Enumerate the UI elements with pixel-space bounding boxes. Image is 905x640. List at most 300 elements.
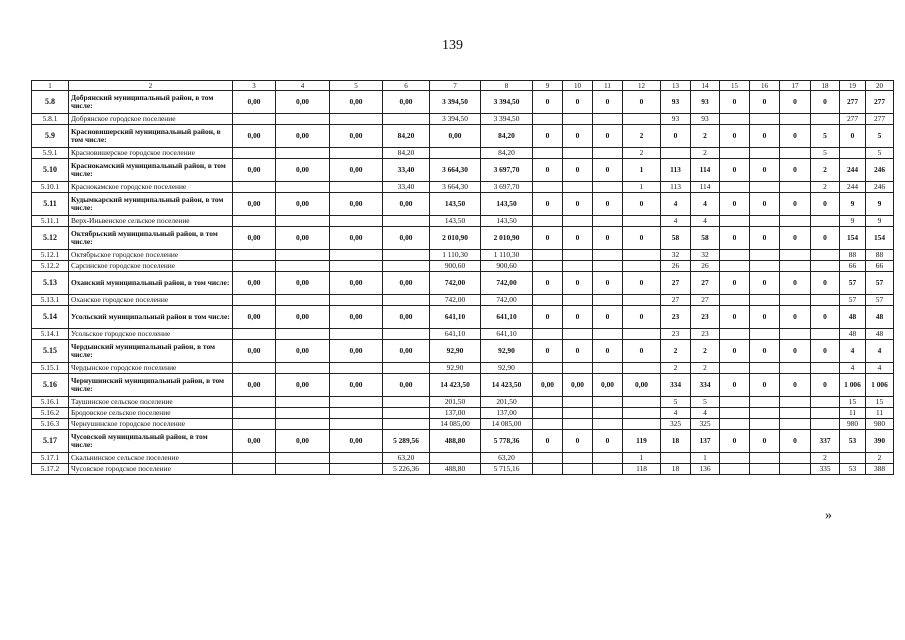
table-cell: 0 <box>593 306 623 329</box>
table-cell: 0 <box>720 306 750 329</box>
table-cell <box>593 216 623 227</box>
table-cell: 4 <box>840 363 866 374</box>
table-cell <box>533 182 563 193</box>
table-cell: 4 <box>661 408 691 419</box>
table-cell: 0 <box>623 227 661 250</box>
row-code: 5.12.2 <box>32 261 69 272</box>
table-cell: 0 <box>720 340 750 363</box>
table-cell: 0 <box>780 159 811 182</box>
table-cell: 14 423,50 <box>481 374 533 397</box>
table-cell <box>593 408 623 419</box>
table-cell: 63,20 <box>481 453 533 464</box>
table-cell: 58 <box>661 227 691 250</box>
table-cell: 1 110,30 <box>430 250 481 261</box>
table-cell: 0 <box>563 159 593 182</box>
column-header: 19 <box>840 81 866 91</box>
row-name: Чердынский муниципальный район, в том числе: <box>69 340 233 363</box>
table-cell: 58 <box>691 227 720 250</box>
row-name: Чердынское городское поселение <box>69 363 233 374</box>
table-cell <box>330 295 383 306</box>
table-cell <box>811 408 840 419</box>
table-cell: 143,50 <box>481 193 533 216</box>
table-cell <box>623 329 661 340</box>
table-cell: 1 <box>691 453 720 464</box>
table-cell <box>623 216 661 227</box>
row-code: 5.14 <box>32 306 69 329</box>
table-cell: 0 <box>563 227 593 250</box>
table-cell <box>780 363 811 374</box>
table-cell <box>720 397 750 408</box>
column-header: 1 <box>32 81 69 91</box>
table-cell <box>233 114 276 125</box>
table-cell <box>780 216 811 227</box>
table-cell: 66 <box>866 261 894 272</box>
row-name: Краснокамское городское поселение <box>69 182 233 193</box>
table-cell: 88 <box>866 250 894 261</box>
row-name: Скальнинское сельское поселение <box>69 453 233 464</box>
table-cell: 0 <box>563 125 593 148</box>
settlement-row <box>32 464 894 475</box>
table-cell: 93 <box>661 114 691 125</box>
table-cell <box>276 453 330 464</box>
table-cell <box>276 295 330 306</box>
table-cell <box>563 397 593 408</box>
table-cell <box>383 397 430 408</box>
data-table <box>31 80 894 475</box>
table-cell <box>563 182 593 193</box>
table-cell: 5 715,16 <box>481 464 533 475</box>
table-cell <box>750 329 780 340</box>
table-cell: 0 <box>593 125 623 148</box>
table-cell: 742,00 <box>481 272 533 295</box>
table-cell <box>533 114 563 125</box>
table-cell: 0,00 <box>276 430 330 453</box>
table-cell: 3 697,70 <box>481 159 533 182</box>
table-cell: 2 <box>866 453 894 464</box>
table-cell: 48 <box>840 306 866 329</box>
table-cell: 0,00 <box>233 272 276 295</box>
table-cell: 0,00 <box>276 340 330 363</box>
table-cell: 0 <box>720 125 750 148</box>
table-cell: 0 <box>593 272 623 295</box>
district-total-row <box>32 193 894 216</box>
table-cell: 742,00 <box>430 295 481 306</box>
table-cell: 1 <box>623 159 661 182</box>
settlement-row <box>32 182 894 193</box>
continuation-mark: » <box>825 508 832 523</box>
row-code: 5.12.1 <box>32 250 69 261</box>
table-cell: 92,90 <box>481 363 533 374</box>
table-cell <box>330 397 383 408</box>
table-cell <box>276 419 330 430</box>
table-cell: 114 <box>691 182 720 193</box>
table-cell <box>720 114 750 125</box>
table-cell: 5 226,36 <box>383 464 430 475</box>
table-cell <box>593 397 623 408</box>
row-name: Кудымкарский муниципальный район, в том числе: <box>69 193 233 216</box>
table-cell <box>276 250 330 261</box>
table-cell <box>780 261 811 272</box>
table-cell: 0,00 <box>623 374 661 397</box>
table-cell: 0 <box>563 430 593 453</box>
table-cell: 0,00 <box>233 227 276 250</box>
table-cell <box>593 329 623 340</box>
table-cell: 84,20 <box>481 148 533 159</box>
table-cell <box>623 408 661 419</box>
row-code: 5.15 <box>32 340 69 363</box>
column-header: 17 <box>780 81 811 91</box>
table-cell <box>593 114 623 125</box>
row-name: Октябрьский муниципальный район, в том числе: <box>69 227 233 250</box>
column-header: 6 <box>383 81 430 91</box>
table-cell: 0 <box>563 193 593 216</box>
table-cell: 0 <box>623 193 661 216</box>
table-cell: 27 <box>691 295 720 306</box>
table-cell <box>593 363 623 374</box>
table-cell: 390 <box>866 430 894 453</box>
table-cell: 0 <box>593 430 623 453</box>
table-cell: 5 778,36 <box>481 430 533 453</box>
table-cell: 0 <box>811 272 840 295</box>
table-cell: 27 <box>691 272 720 295</box>
table-cell: 0,00 <box>276 91 330 114</box>
table-cell <box>383 408 430 419</box>
column-header: 8 <box>481 81 533 91</box>
table-cell: 4 <box>866 363 894 374</box>
table-cell: 0 <box>720 227 750 250</box>
column-header: 20 <box>866 81 894 91</box>
table-cell: 137,00 <box>430 408 481 419</box>
table-cell: 0,00 <box>533 374 563 397</box>
table-cell: 57 <box>866 272 894 295</box>
table-cell <box>811 114 840 125</box>
table-cell: 0,00 <box>233 306 276 329</box>
table-cell <box>383 250 430 261</box>
column-header: 13 <box>661 81 691 91</box>
table-cell: 2 <box>811 182 840 193</box>
row-code: 5.16.3 <box>32 419 69 430</box>
row-name: Верх-Иньвенское сельское поселение <box>69 216 233 227</box>
table-cell: 0,00 <box>276 227 330 250</box>
column-header: 11 <box>593 81 623 91</box>
table-cell: 143,50 <box>481 216 533 227</box>
table-cell <box>720 216 750 227</box>
table-cell: 201,50 <box>430 397 481 408</box>
table-cell: 2 <box>623 125 661 148</box>
table-cell <box>750 464 780 475</box>
table-cell: 0,00 <box>330 91 383 114</box>
table-cell: 641,10 <box>481 329 533 340</box>
table-cell: 0,00 <box>383 193 430 216</box>
table-cell <box>330 182 383 193</box>
column-header: 14 <box>691 81 720 91</box>
table-cell: 0 <box>593 340 623 363</box>
table-cell <box>593 261 623 272</box>
district-total-row <box>32 374 894 397</box>
table-cell: 337 <box>811 430 840 453</box>
district-total-row <box>32 125 894 148</box>
table-cell <box>720 408 750 419</box>
table-cell: 0,00 <box>383 91 430 114</box>
table-cell <box>780 295 811 306</box>
table-cell: 0 <box>563 340 593 363</box>
table-cell: 0 <box>720 430 750 453</box>
table-cell <box>720 295 750 306</box>
column-header: 3 <box>233 81 276 91</box>
row-name: Оханское городское поселение <box>69 295 233 306</box>
table-cell: 0 <box>780 272 811 295</box>
table-cell <box>623 295 661 306</box>
row-name: Сарсинское городское поселение <box>69 261 233 272</box>
table-cell: 143,50 <box>430 193 481 216</box>
table-cell <box>750 453 780 464</box>
table-cell: 334 <box>691 374 720 397</box>
table-cell <box>780 148 811 159</box>
table-cell <box>533 329 563 340</box>
table-cell <box>780 419 811 430</box>
table-cell: 277 <box>840 114 866 125</box>
row-name: Чернушинское городское поселение <box>69 419 233 430</box>
table-cell: 11 <box>840 408 866 419</box>
table-cell: 246 <box>866 159 894 182</box>
table-cell <box>720 453 750 464</box>
table-cell: 0 <box>593 193 623 216</box>
row-name: Таушинское сельское поселение <box>69 397 233 408</box>
table-cell: 0,00 <box>330 272 383 295</box>
table-cell <box>233 453 276 464</box>
row-name: Красновишерское городское поселение <box>69 148 233 159</box>
table-cell: 641,10 <box>430 329 481 340</box>
table-cell: 113 <box>661 159 691 182</box>
table-cell <box>533 250 563 261</box>
table-cell <box>563 419 593 430</box>
table-cell <box>383 295 430 306</box>
table-cell: 93 <box>691 91 720 114</box>
table-cell: 11 <box>866 408 894 419</box>
table-cell <box>276 182 330 193</box>
table-cell: 0 <box>780 91 811 114</box>
table-cell: 742,00 <box>430 272 481 295</box>
table-cell <box>811 329 840 340</box>
table-cell: 9 <box>866 216 894 227</box>
table-cell <box>533 397 563 408</box>
table-cell <box>430 453 481 464</box>
table-cell: 0,00 <box>383 227 430 250</box>
row-code: 5.14.1 <box>32 329 69 340</box>
table-cell: 0,00 <box>330 125 383 148</box>
table-cell <box>276 216 330 227</box>
table-cell: 1 <box>623 182 661 193</box>
table-cell <box>563 329 593 340</box>
table-cell: 980 <box>840 419 866 430</box>
table-cell <box>750 363 780 374</box>
table-cell: 0 <box>750 430 780 453</box>
table-cell: 0 <box>811 227 840 250</box>
table-cell: 0 <box>533 125 563 148</box>
table-cell: 0 <box>563 272 593 295</box>
table-cell: 1 <box>623 453 661 464</box>
table-cell: 0 <box>811 306 840 329</box>
table-cell: 0,00 <box>330 159 383 182</box>
table-cell: 0,00 <box>276 125 330 148</box>
row-code: 5.9.1 <box>32 148 69 159</box>
table-cell: 2 010,90 <box>430 227 481 250</box>
table-cell: 154 <box>866 227 894 250</box>
district-total-row <box>32 227 894 250</box>
table-cell: 4 <box>691 216 720 227</box>
table-cell: 84,20 <box>383 148 430 159</box>
column-header: 5 <box>330 81 383 91</box>
district-total-row <box>32 340 894 363</box>
table-cell: 0 <box>563 306 593 329</box>
table-cell: 0,00 <box>330 340 383 363</box>
row-code: 5.16.1 <box>32 397 69 408</box>
table-cell <box>563 453 593 464</box>
column-header: 18 <box>811 81 840 91</box>
table-cell <box>623 261 661 272</box>
table-cell <box>811 250 840 261</box>
table-cell: 0 <box>533 159 563 182</box>
table-cell <box>720 464 750 475</box>
row-code: 5.16.2 <box>32 408 69 419</box>
table-cell <box>383 216 430 227</box>
row-name: Чернушинский муниципальный район, в том числе: <box>69 374 233 397</box>
table-cell: 32 <box>691 250 720 261</box>
table-cell <box>840 453 866 464</box>
table-cell: 0 <box>533 227 563 250</box>
row-name: Усольский муниципальный район в том числе: <box>69 306 233 329</box>
table-cell: 488,80 <box>430 430 481 453</box>
table-cell <box>563 464 593 475</box>
table-cell: 137 <box>691 430 720 453</box>
table-cell: 1 110,30 <box>481 250 533 261</box>
table-cell <box>623 397 661 408</box>
table-cell: 0 <box>593 159 623 182</box>
table-cell <box>533 261 563 272</box>
row-code: 5.10 <box>32 159 69 182</box>
table-cell <box>533 408 563 419</box>
table-cell <box>563 363 593 374</box>
table-cell: 244 <box>840 159 866 182</box>
district-total-row <box>32 159 894 182</box>
table-cell <box>276 408 330 419</box>
table-cell: 5 <box>866 148 894 159</box>
table-cell <box>593 419 623 430</box>
row-code: 5.17 <box>32 430 69 453</box>
table-cell: 14 423,50 <box>430 374 481 397</box>
table-cell <box>533 363 563 374</box>
table-cell: 334 <box>661 374 691 397</box>
district-total-row <box>32 91 894 114</box>
row-name: Добрянское городское поселение <box>69 114 233 125</box>
table-cell: 0,00 <box>233 91 276 114</box>
table-cell: 2 <box>811 453 840 464</box>
table-cell: 325 <box>691 419 720 430</box>
table-cell: 114 <box>691 159 720 182</box>
table-cell: 84,20 <box>383 125 430 148</box>
table-cell <box>593 464 623 475</box>
table-cell: 0 <box>533 430 563 453</box>
table-cell: 641,10 <box>430 306 481 329</box>
row-name: Краснокамский муниципальный район, в том числе: <box>69 159 233 182</box>
table-cell: 0,00 <box>276 272 330 295</box>
table-cell: 1 006 <box>840 374 866 397</box>
table-cell: 53 <box>840 430 866 453</box>
table-cell <box>593 182 623 193</box>
settlement-row <box>32 216 894 227</box>
table-cell: 0 <box>780 340 811 363</box>
table-cell <box>593 453 623 464</box>
table-cell: 0 <box>750 227 780 250</box>
table-cell: 0 <box>750 306 780 329</box>
table-cell: 154 <box>840 227 866 250</box>
table-cell: 2 <box>691 363 720 374</box>
table-cell: 0 <box>840 125 866 148</box>
table-cell <box>383 419 430 430</box>
table-cell <box>750 397 780 408</box>
table-cell: 742,00 <box>481 295 533 306</box>
table-cell <box>623 419 661 430</box>
district-total-row <box>32 430 894 453</box>
table-cell: 14 085,00 <box>481 419 533 430</box>
table-cell <box>623 250 661 261</box>
table-cell: 3 394,50 <box>481 91 533 114</box>
header-row <box>32 81 894 91</box>
table-cell: 0 <box>750 193 780 216</box>
table-cell <box>623 363 661 374</box>
table-cell: 3 394,50 <box>430 91 481 114</box>
table-cell: 0,00 <box>330 306 383 329</box>
table-cell: 63,20 <box>383 453 430 464</box>
row-name: Бродовское сельское поселение <box>69 408 233 419</box>
table-cell <box>750 182 780 193</box>
table-cell: 23 <box>661 329 691 340</box>
table-cell: 4 <box>661 216 691 227</box>
table-cell: 0,00 <box>383 306 430 329</box>
table-cell: 0 <box>563 91 593 114</box>
table-cell <box>720 363 750 374</box>
table-cell: 0 <box>811 374 840 397</box>
table-cell: 244 <box>840 182 866 193</box>
table-cell: 0,00 <box>233 340 276 363</box>
table-cell: 3 697,70 <box>481 182 533 193</box>
table-cell <box>383 114 430 125</box>
settlement-row <box>32 408 894 419</box>
row-code: 5.13 <box>32 272 69 295</box>
row-name: Красновишерский муниципальный район, в том числе: <box>69 125 233 148</box>
table-cell: 0 <box>750 374 780 397</box>
table-cell: 4 <box>661 193 691 216</box>
table-cell <box>593 148 623 159</box>
table-cell <box>383 329 430 340</box>
table-cell <box>330 114 383 125</box>
row-name: Чусовское городское поселение <box>69 464 233 475</box>
table-cell: 18 <box>661 430 691 453</box>
table-cell: 277 <box>866 114 894 125</box>
table-cell: 4 <box>840 340 866 363</box>
table-cell: 3 394,50 <box>481 114 533 125</box>
table-cell <box>811 397 840 408</box>
table-cell: 0 <box>780 125 811 148</box>
table-cell <box>563 114 593 125</box>
table-cell <box>533 216 563 227</box>
table-cell: 3 394,50 <box>430 114 481 125</box>
table-cell: 0,00 <box>233 430 276 453</box>
table-cell: 0,00 <box>430 125 481 148</box>
settlement-row <box>32 114 894 125</box>
column-header: 7 <box>430 81 481 91</box>
table-cell: 93 <box>661 91 691 114</box>
